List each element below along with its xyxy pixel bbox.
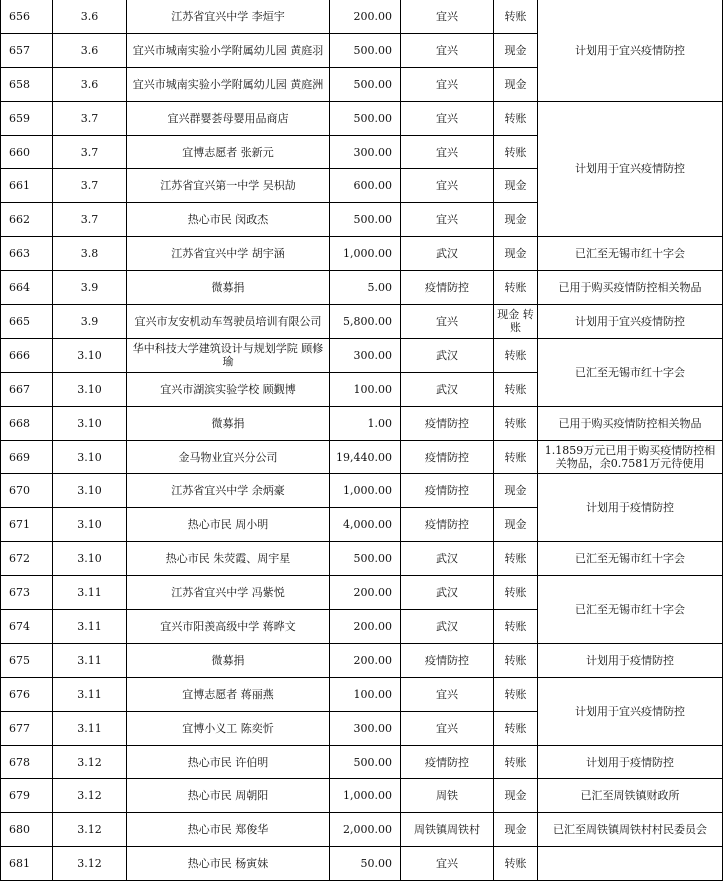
donation-number: 660 [1,135,53,169]
donation-purpose: 疫情防控 [401,508,494,542]
usage-note: 已汇至周铁镇周铁村村民委员会 [538,813,723,847]
donation-number: 670 [1,474,53,508]
donor-name: 宜兴群婴荟母婴用品商店 [127,101,330,135]
donor-name: 宜兴市友安机动车驾驶员培训有限公司 [127,305,330,339]
donor-name: 宜博小义工 陈奕忻 [127,711,330,745]
payment-method: 现金 [494,813,538,847]
usage-note: 1.1859万元已用于购买疫情防控相关物品，余0.7581万元待使用 [538,440,723,474]
donor-name: 热心市民 周小明 [127,508,330,542]
table-row [1,440,723,474]
donation-purpose: 武汉 [401,576,494,610]
payment-method: 转账 [494,711,538,745]
donation-date: 3.12 [53,745,127,779]
donation-date: 3.10 [53,338,127,372]
donation-purpose: 疫情防控 [401,406,494,440]
usage-note: 已汇至无锡市红十字会 [538,542,723,576]
table-row [1,101,723,135]
payment-method: 转账 [494,745,538,779]
donation-amount: 50.00 [330,847,401,881]
donor-name: 宜兴市阳羡高级中学 蒋晔文 [127,610,330,644]
donation-amount: 1,000.00 [330,779,401,813]
donor-name: 微募捐 [127,271,330,305]
donor-name: 宜兴市城南实验小学附属幼儿园 黄庭羽 [127,33,330,67]
table-row [1,0,723,33]
usage-note: 计划用于宜兴疫情防控 [538,305,723,339]
table-row [1,271,723,305]
payment-method: 转账 [494,542,538,576]
usage-note: 计划用于疫情防控 [538,474,723,542]
donation-number: 681 [1,847,53,881]
donation-number: 657 [1,33,53,67]
usage-note: 已用于购买疫情防控相关物品 [538,406,723,440]
donation-purpose: 周铁 [401,779,494,813]
donation-amount: 500.00 [330,745,401,779]
donation-purpose: 宜兴 [401,847,494,881]
payment-method: 转账 [494,847,538,881]
donation-amount: 500.00 [330,542,401,576]
payment-method: 转账 [494,576,538,610]
donation-number: 658 [1,67,53,101]
usage-note: 计划用于宜兴疫情防控 [538,677,723,745]
donation-amount: 5.00 [330,271,401,305]
donor-name: 宜博志愿者 张新元 [127,135,330,169]
payment-method: 转账 [494,271,538,305]
donor-name: 热心市民 朱荧霞、周宇星 [127,542,330,576]
donation-number: 675 [1,643,53,677]
donor-name: 热心市民 郑俊华 [127,813,330,847]
table-row [1,745,723,779]
payment-method: 现金 [494,237,538,271]
payment-method: 转账 [494,406,538,440]
donation-amount: 200.00 [330,0,401,33]
donation-date: 3.11 [53,576,127,610]
donation-amount: 300.00 [330,711,401,745]
donor-name: 微募捐 [127,643,330,677]
donation-amount: 500.00 [330,33,401,67]
donor-name: 热心市民 杨寅妹 [127,847,330,881]
table-row [1,643,723,677]
donation-purpose: 宜兴 [401,33,494,67]
payment-method: 现金 [494,203,538,237]
donation-purpose: 宜兴 [401,67,494,101]
donation-amount: 1,000.00 [330,237,401,271]
usage-note: 已汇至无锡市红十字会 [538,237,723,271]
donation-date: 3.10 [53,474,127,508]
donation-number: 659 [1,101,53,135]
donation-amount: 19,440.00 [330,440,401,474]
donation-amount: 500.00 [330,67,401,101]
donation-amount: 200.00 [330,643,401,677]
usage-note: 已汇至无锡市红十字会 [538,338,723,406]
donation-purpose: 武汉 [401,610,494,644]
donation-amount: 300.00 [330,338,401,372]
donation-date: 3.9 [53,305,127,339]
donor-name: 微募捐 [127,406,330,440]
donor-name: 热心市民 闵政杰 [127,203,330,237]
donation-date: 3.12 [53,779,127,813]
donation-amount: 600.00 [330,169,401,203]
donation-purpose: 宜兴 [401,169,494,203]
payment-method: 转账 [494,643,538,677]
table-row [1,406,723,440]
payment-method: 转账 [494,372,538,406]
donation-amount: 2,000.00 [330,813,401,847]
donation-purpose: 宜兴 [401,101,494,135]
usage-note: 计划用于疫情防控 [538,643,723,677]
table-row [1,677,723,711]
donation-number: 678 [1,745,53,779]
donation-purpose: 宜兴 [401,203,494,237]
donor-name: 江苏省宜兴中学 李烜宇 [127,0,330,33]
usage-note: 已汇至无锡市红十字会 [538,576,723,644]
donation-number: 667 [1,372,53,406]
donation-number: 672 [1,542,53,576]
table-row [1,237,723,271]
donation-amount: 4,000.00 [330,508,401,542]
usage-note: 计划用于疫情防控 [538,745,723,779]
payment-method: 转账 [494,101,538,135]
table-row [1,338,723,372]
donation-amount: 500.00 [330,203,401,237]
table-row [1,779,723,813]
donation-number: 679 [1,779,53,813]
payment-method: 转账 [494,0,538,33]
donation-date: 3.11 [53,610,127,644]
donation-date: 3.6 [53,67,127,101]
payment-method: 现金 [494,779,538,813]
donation-number: 664 [1,271,53,305]
payment-method: 现金 [494,169,538,203]
table-row [1,474,723,508]
donation-purpose: 宜兴 [401,677,494,711]
donation-date: 3.10 [53,508,127,542]
donation-purpose: 疫情防控 [401,643,494,677]
donation-number: 666 [1,338,53,372]
donation-date: 3.7 [53,135,127,169]
donation-date: 3.7 [53,101,127,135]
donation-date: 3.11 [53,677,127,711]
donation-purpose: 疫情防控 [401,474,494,508]
donation-number: 663 [1,237,53,271]
donation-purpose: 宜兴 [401,135,494,169]
donation-date: 3.10 [53,372,127,406]
table-row [1,813,723,847]
donor-name: 江苏省宜兴中学 余炳豪 [127,474,330,508]
usage-note: 计划用于宜兴疫情防控 [538,0,723,101]
payment-method: 现金 [494,67,538,101]
donation-date: 3.12 [53,847,127,881]
donor-name: 热心市民 周朝阳 [127,779,330,813]
donation-date: 3.7 [53,169,127,203]
table-row [1,305,723,339]
donation-date: 3.10 [53,440,127,474]
donation-purpose: 武汉 [401,542,494,576]
donation-number: 677 [1,711,53,745]
donation-number: 669 [1,440,53,474]
donation-number: 671 [1,508,53,542]
donation-amount: 1.00 [330,406,401,440]
donation-date: 3.6 [53,33,127,67]
donation-date: 3.12 [53,813,127,847]
donation-purpose: 武汉 [401,372,494,406]
donation-amount: 1,000.00 [330,474,401,508]
donation-date: 3.10 [53,542,127,576]
donation-amount: 200.00 [330,576,401,610]
donation-date: 3.8 [53,237,127,271]
donation-amount: 100.00 [330,372,401,406]
donation-number: 668 [1,406,53,440]
payment-method: 转账 [494,440,538,474]
donation-purpose: 疫情防控 [401,745,494,779]
donation-number: 665 [1,305,53,339]
donation-amount: 500.00 [330,101,401,135]
donor-name: 华中科技大学建筑设计与规划学院 顾修瑜 [127,338,330,372]
donation-purpose: 武汉 [401,338,494,372]
donor-name: 宜兴市城南实验小学附属幼儿园 黄庭洲 [127,67,330,101]
payment-method: 现金 [494,474,538,508]
donation-date: 3.6 [53,0,127,33]
donation-number: 656 [1,0,53,33]
donation-purpose: 疫情防控 [401,440,494,474]
payment-method: 现金 [494,33,538,67]
donation-amount: 5,800.00 [330,305,401,339]
donation-number: 674 [1,610,53,644]
donation-purpose: 宜兴 [401,305,494,339]
donor-name: 热心市民 许伯明 [127,745,330,779]
donation-date: 3.11 [53,643,127,677]
donor-name: 江苏省宜兴中学 冯紫悦 [127,576,330,610]
donation-date: 3.9 [53,271,127,305]
payment-method: 转账 [494,338,538,372]
donor-name: 宜博志愿者 蒋丽燕 [127,677,330,711]
payment-method: 现金 转账 [494,305,538,339]
donor-name: 金马物业宜兴分公司 [127,440,330,474]
usage-note: 计划用于宜兴疫情防控 [538,101,723,237]
table-row [1,576,723,610]
donation-date: 3.11 [53,711,127,745]
payment-method: 转账 [494,677,538,711]
donation-date: 3.7 [53,203,127,237]
donor-name: 江苏省宜兴中学 胡宇涵 [127,237,330,271]
table-row [1,542,723,576]
donation-number: 673 [1,576,53,610]
payment-method: 现金 [494,508,538,542]
usage-note: 已汇至周铁镇财政所 [538,779,723,813]
payment-method: 转账 [494,610,538,644]
donation-amount: 100.00 [330,677,401,711]
donation-number: 662 [1,203,53,237]
donation-amount: 200.00 [330,610,401,644]
donor-name: 宜兴市湖滨实验学校 顾觐博 [127,372,330,406]
donation-purpose: 武汉 [401,237,494,271]
donation-purpose: 宜兴 [401,0,494,33]
donor-name: 江苏省宜兴第一中学 吴枳劼 [127,169,330,203]
donation-date: 3.10 [53,406,127,440]
donation-purpose: 宜兴 [401,711,494,745]
donation-number: 676 [1,677,53,711]
donation-purpose: 周铁镇周铁村 [401,813,494,847]
donation-amount: 300.00 [330,135,401,169]
donation-number: 661 [1,169,53,203]
donation-number: 680 [1,813,53,847]
usage-note: 已用于购买疫情防控相关物品 [538,271,723,305]
donation-purpose: 疫情防控 [401,271,494,305]
payment-method: 转账 [494,135,538,169]
